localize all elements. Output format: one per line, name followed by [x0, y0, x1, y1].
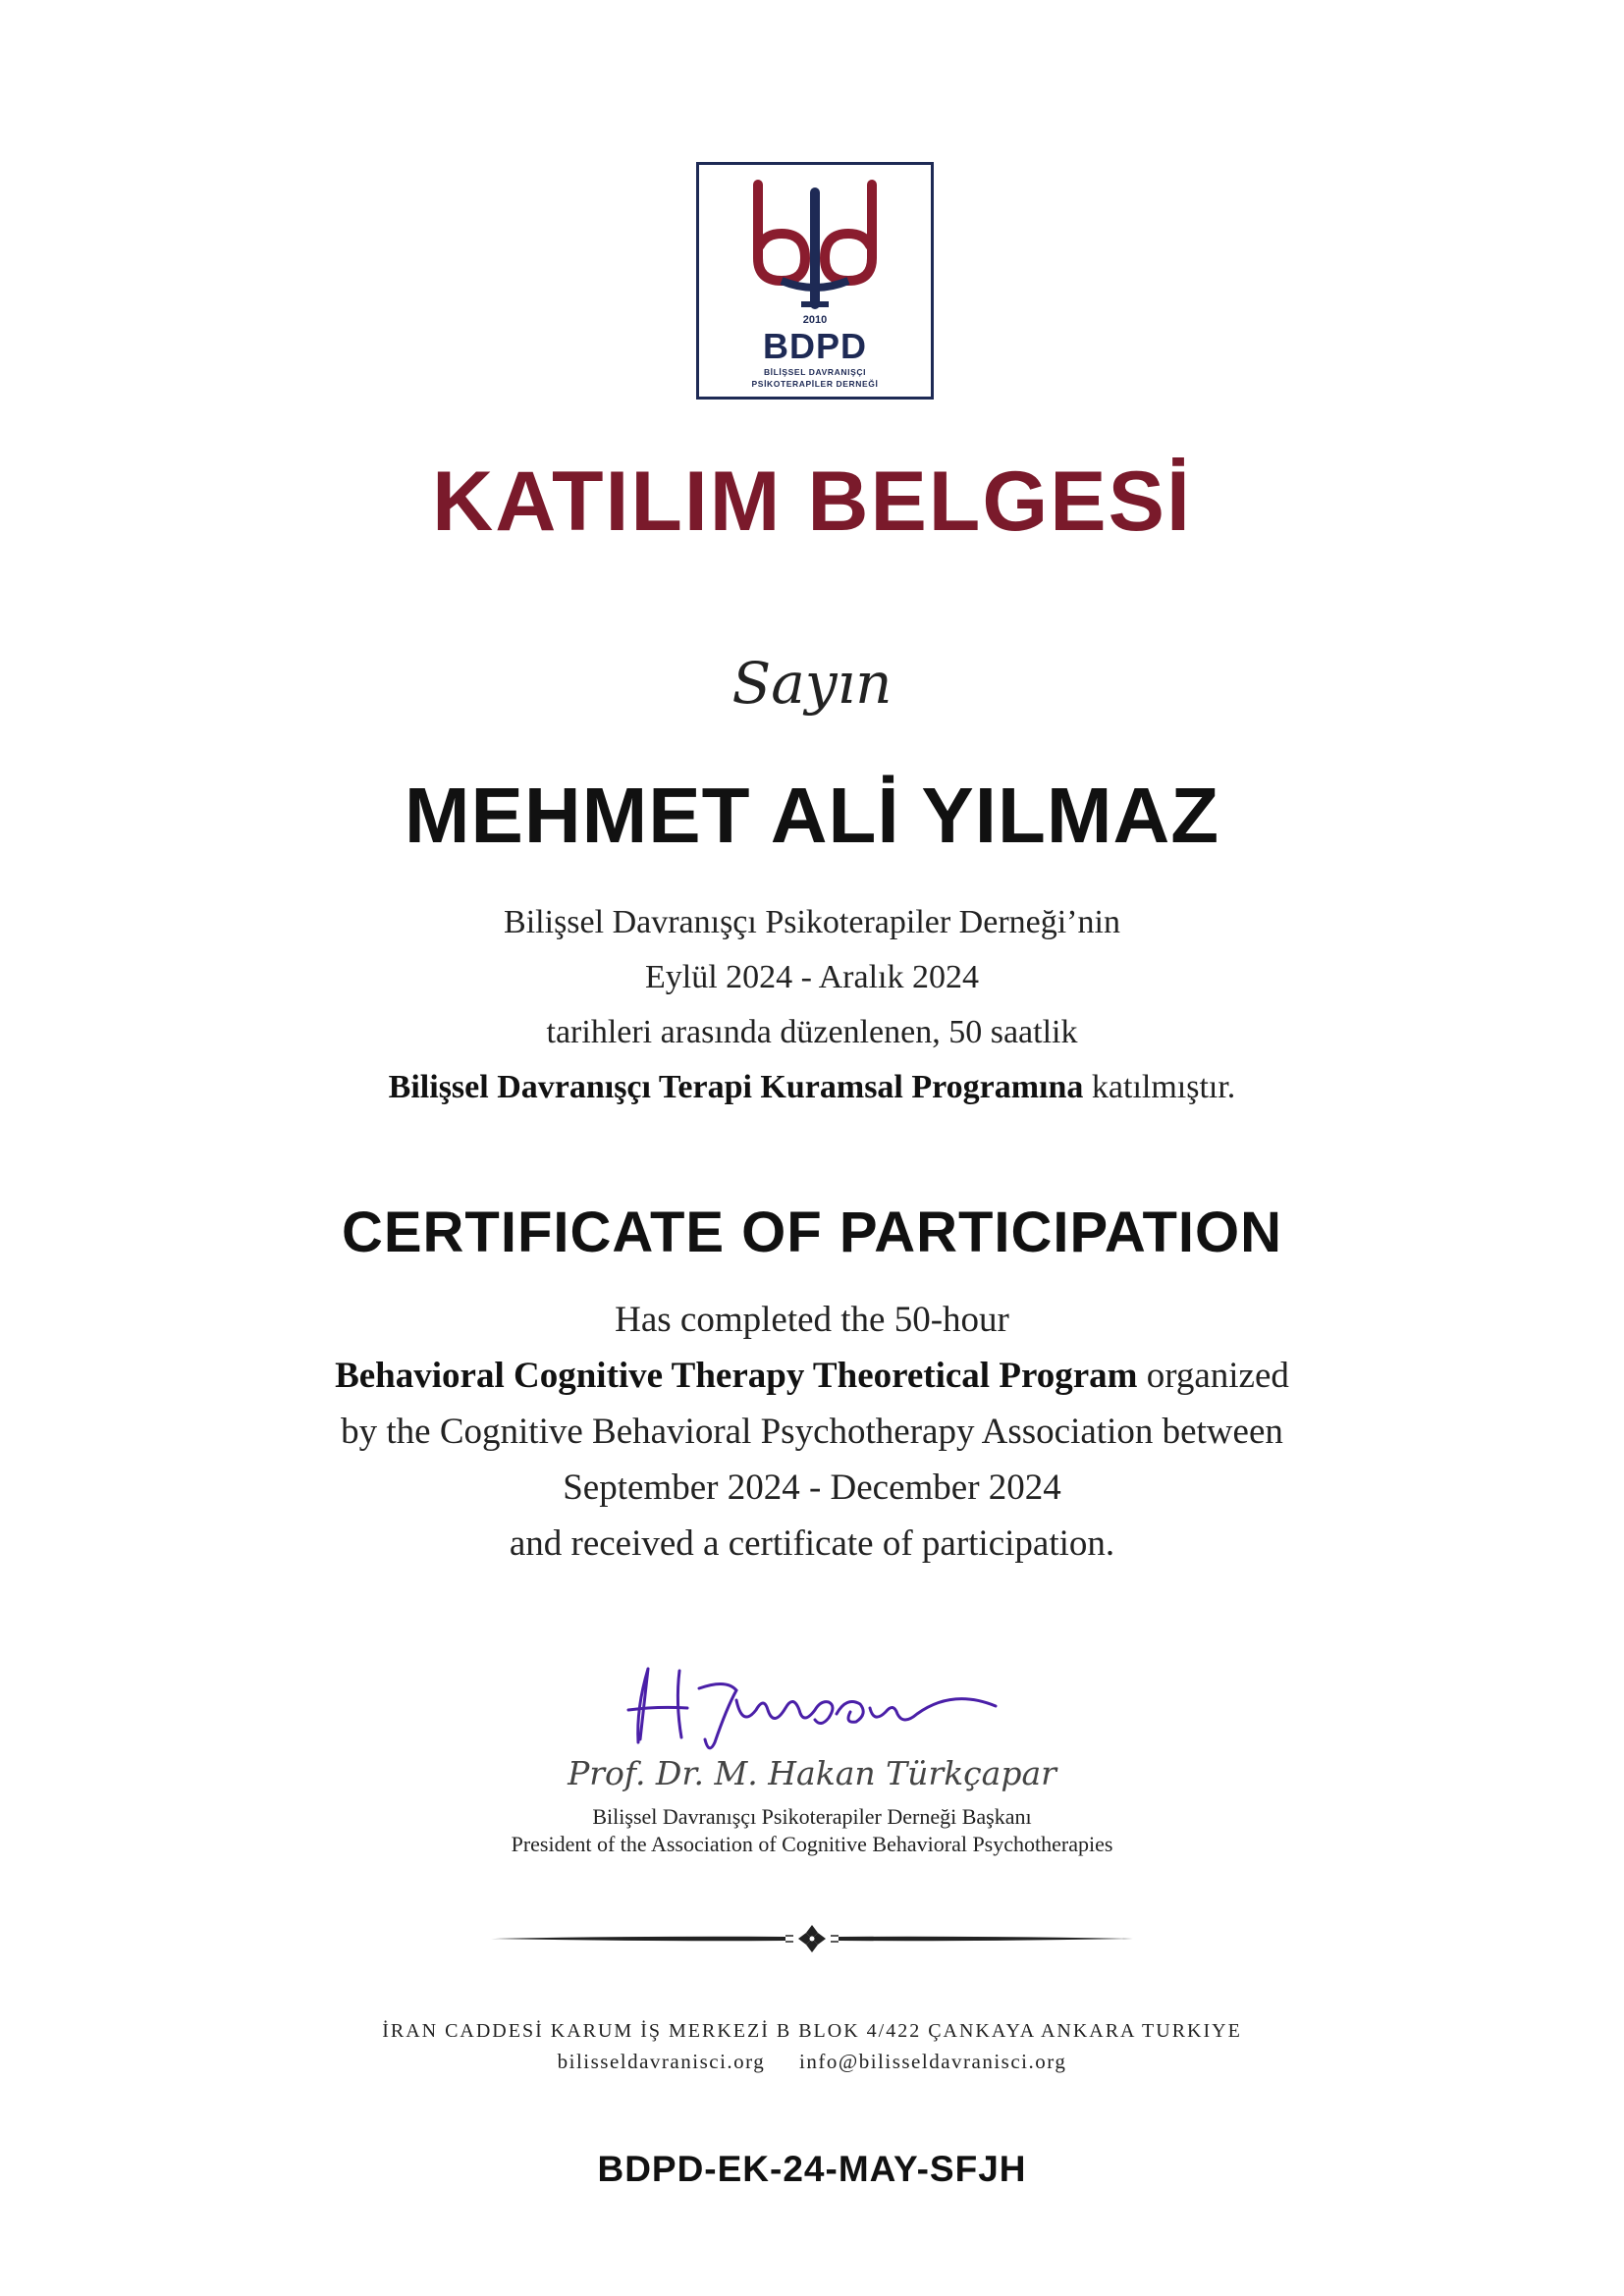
- body-text-tr: [0, 895, 1624, 1115]
- certificate-code: BDPD-EK-24-MAY-SFJH: [597, 2149, 1027, 2189]
- program-name-tr: Bilişsel Davranışçı Terapi Kuramsal Programına: [388, 1069, 1084, 1105]
- salutation: Sayın: [731, 650, 893, 717]
- logo-subtitle-line2: PSİKOTERAPİLER DERNEĞİ: [751, 379, 879, 389]
- logo-acronym: BDPD: [762, 326, 867, 366]
- signer-role-en: President of the Association of Cognitive Behavioral Psychotherapies: [511, 1832, 1113, 1856]
- body-en-line2: [0, 1348, 1624, 1404]
- footer-contacts: [0, 2050, 1624, 2074]
- body-text-en: [0, 1292, 1624, 1572]
- signer-name: Prof. Dr. M. Hakan Türkçapar: [568, 1754, 1056, 1792]
- body-en-line1: Has completed the 50-hour: [615, 1300, 1009, 1340]
- certificate-title-tr: KATILIM BELGESİ: [432, 454, 1192, 549]
- ornamental-divider: [491, 1919, 1133, 1958]
- program-name-en: Behavioral Cognitive Therapy Theoretical Program: [335, 1356, 1138, 1396]
- footer-email-link[interactable]: info@bilisseldavranisci.org: [799, 2050, 1067, 2073]
- footer-website-link[interactable]: bilisseldavranisci.org: [557, 2050, 766, 2073]
- body-tr-line1: Bilişsel Davranışçı Psikoterapiler Derneği’nin: [504, 904, 1120, 940]
- body-tr-line4: [0, 1060, 1624, 1115]
- body-en-line4: September 2024 - December 2024: [563, 1468, 1061, 1508]
- body-tr-line3: tarihleri arasında düzenlenen, 50 saatlik: [546, 1014, 1078, 1050]
- certificate-title-en: CERTIFICATE OF PARTICIPATION: [341, 1201, 1283, 1264]
- handwritten-signature: [619, 1649, 1011, 1757]
- recipient-name: MEHMET ALİ YILMAZ: [404, 772, 1220, 859]
- body-tr-line4-rest: katılmıştır.: [1083, 1069, 1236, 1105]
- signer-role-tr: Bilişsel Davranışçı Psikoterapiler Derneği Başkanı: [592, 1804, 1032, 1829]
- fleuron-icon: [798, 1925, 826, 1952]
- body-tr-line2: Eylül 2024 - Aralık 2024: [645, 959, 979, 995]
- association-logo: [696, 162, 934, 400]
- footer-address: İRAN CADDESİ KARUM İŞ MERKEZİ B BLOK 4/422 ÇANKAYA ANKARA TURKIYE: [382, 2020, 1242, 2042]
- body-en-line5: and received a certificate of participation.: [509, 1523, 1115, 1564]
- body-en-line2-rest: organized: [1137, 1356, 1289, 1396]
- body-en-line3: by the Cognitive Behavioral Psychotherapy Association between: [341, 1412, 1283, 1452]
- logo-subtitle-line1: BİLİŞSEL DAVRANIŞÇI: [763, 367, 867, 377]
- logo-year: 2010: [802, 314, 828, 326]
